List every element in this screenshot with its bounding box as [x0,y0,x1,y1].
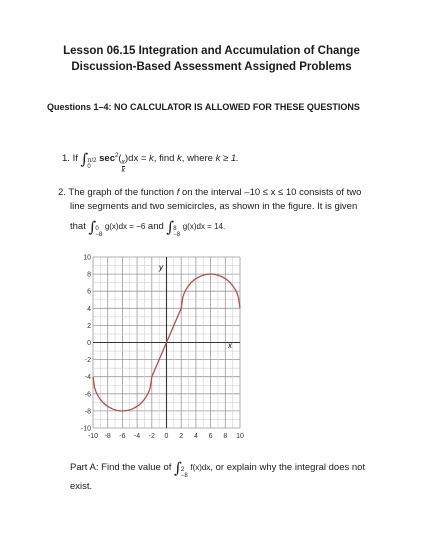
integral-sign: ∫ [166,218,175,236]
assessment-subtitle: Discussion-Based Assessment Assigned Problems [71,61,352,73]
question-text: If [72,153,78,165]
x-tick-label: 0 [164,433,169,440]
x-tick-label: -2 [148,433,155,440]
y-tick-label: 4 [87,305,91,313]
x-tick-label: 4 [193,433,198,440]
y-tick-label: 10 [83,254,91,262]
y-tick-label: 2 [87,322,91,330]
y-tick-label: 6 [87,288,91,296]
question-number: 2. [58,187,66,198]
integral-limits: π/2 0 [87,158,97,171]
y-axis-label: y [159,263,163,272]
x-tick-label: -6 [119,433,126,440]
x-tick-labels [88,433,244,440]
fraction: $\frac{x}{k}$ [121,159,125,175]
graph-grid [93,257,240,428]
y-tick-label: -2 [84,357,91,365]
graph-axes [93,257,240,428]
question-2: 2. The graph of the function f on the interval –10 ≤ x ≤ 10 consists of two line segments and two semicircles, as shown in the figure. It is given [58,187,362,212]
x-tick-label: 8 [223,433,228,440]
x-tick-label: 10 [236,433,244,440]
lesson-title: Lesson 06.15 Integration and Accumulation of Change [63,45,360,57]
question-number: 1. [62,153,70,165]
y-tick-label: 0 [87,340,91,347]
y-tick-label: -10 [80,425,91,433]
y-tick-label: -6 [84,391,91,399]
function-curve [93,274,240,411]
x-tick-label: 6 [208,433,213,440]
sec-function: sec [99,153,115,165]
x-tick-label: -8 [104,433,111,440]
y-tick-label: -8 [84,408,91,416]
x-tick-label: -10 [87,433,99,440]
integral-sign: ∫ [80,150,89,169]
y-tick-label: -4 [84,374,91,382]
given-integrals: that ∫ 0 −8 g(x)dx = −6 and ∫ 8 −8 g(x)dx = 14. [70,218,226,238]
question-1: 1. If ∫ π/2 0 $\sec^2$( $\frac{x}{k}$ )dx = k, find k, where k ≥ 1. [62,150,239,175]
section-heading: Questions 1–4: NO CALCULATOR IS ALLOWED FOR THESE QUESTIONS [47,102,360,112]
y-tick-label: 8 [87,271,91,279]
x-tick-label: -4 [133,433,141,440]
y-tick-labels [81,255,91,433]
integral-sign: ∫ [174,459,182,477]
part-a: Part A: Find the value of ∫ 2 −8 f(x)dx, or explain why the integral does not exist. [70,459,366,492]
x-axis-label: x [228,341,232,350]
integral-sign: ∫ [88,218,97,236]
x-tick-label: 2 [179,433,184,440]
